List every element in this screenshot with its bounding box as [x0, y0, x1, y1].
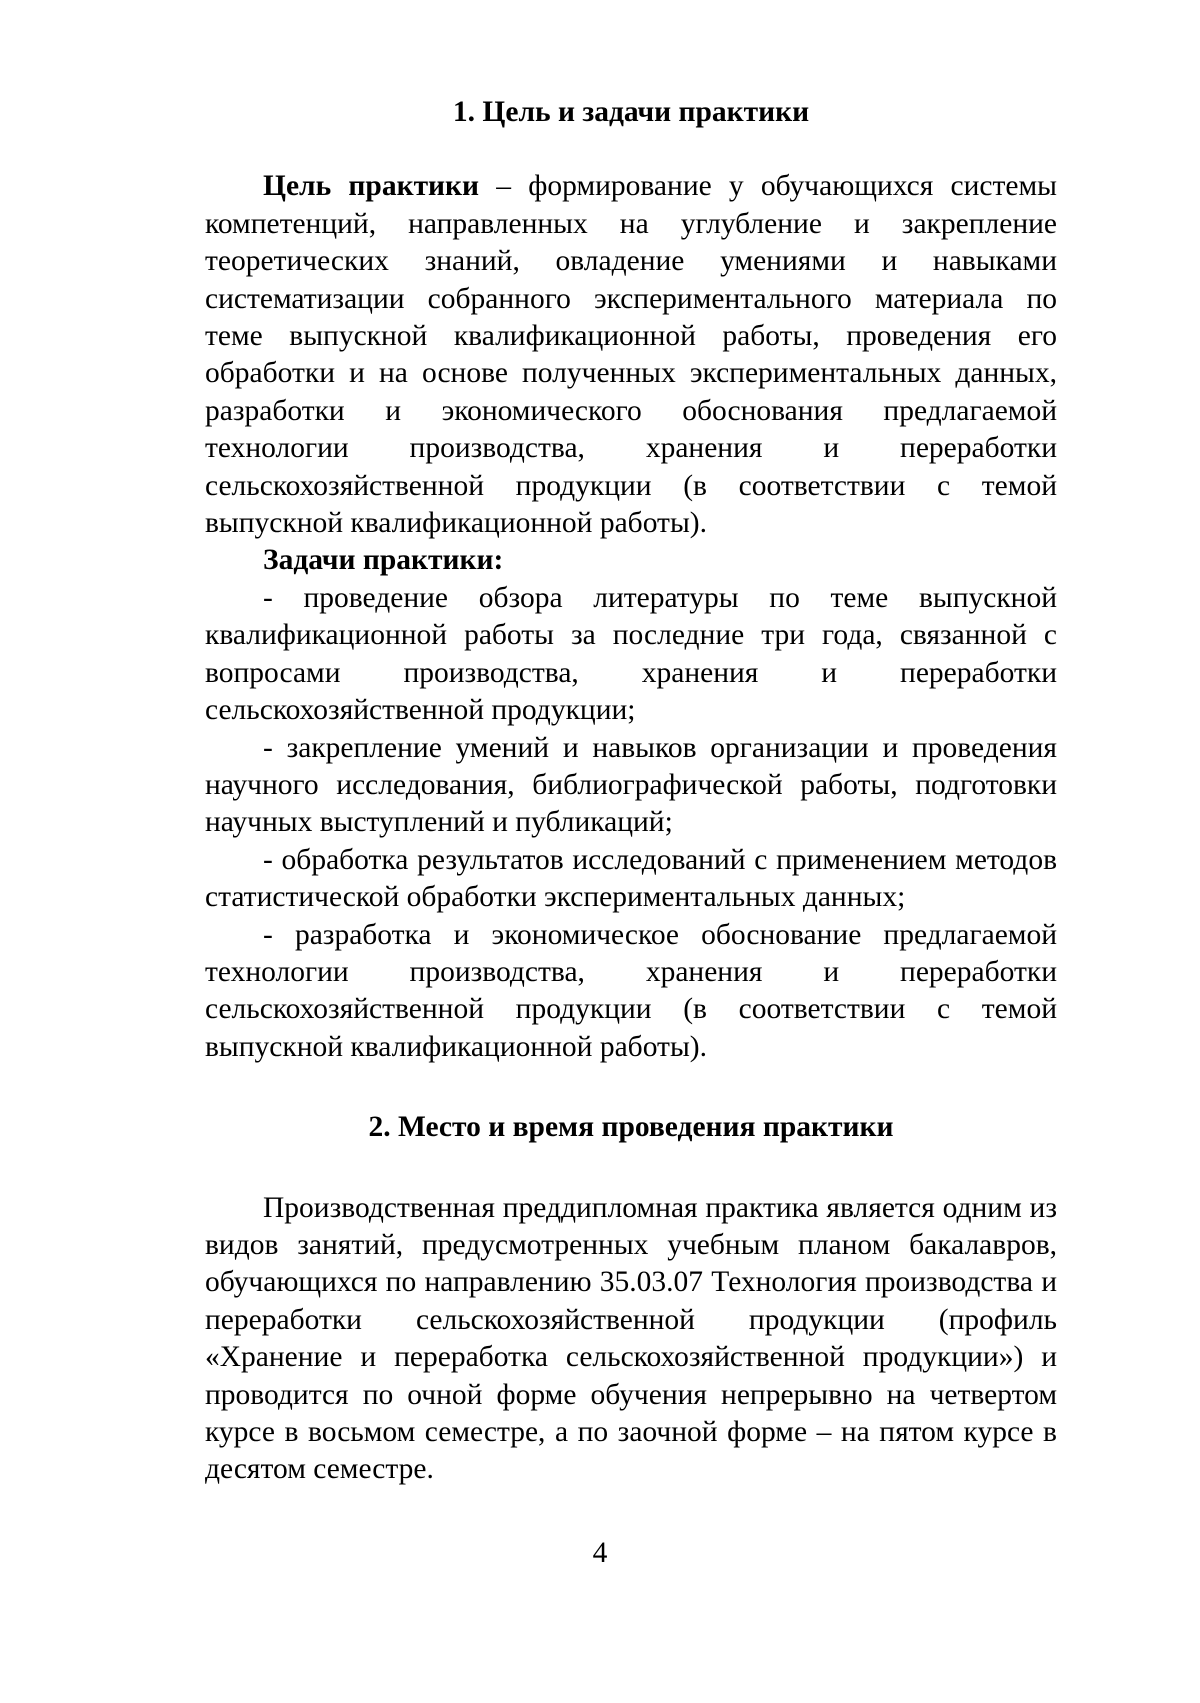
spacer [205, 1147, 1057, 1184]
page-number: 4 [0, 1535, 1200, 1572]
tasks-label: Задачи практики: [205, 542, 1057, 579]
task-item-1: - проведение обзора литературы по теме выпускной квалификационной работы за последние три года, связанной с вопросами производства, хранения и переработки сельскохозяйственной продукции; [205, 580, 1057, 730]
task-item-4: - разработка и экономическое обоснование предлагаемой технологии производства, хранения и переработки сельскохозяйственной продукции (в соответствии с темой выпускной квалификационной работы). [205, 917, 1057, 1067]
goal-text: – формирование у обучающихся системы компетенций, направленных на углубление и закрепление теоретических знаний, овладение умениями и навыками систематизации собранного экспериментального материала по теме выпускной квалификационной работы, проведения его обработки и на основе полученных экспериментальных данных, разработки и экономического обоснования предлагаемой технологии производства, хранения и переработки сельскохозяйственной продукции (в соответствии с темой выпускной квалификационной работы). [205, 170, 1057, 539]
section-2-heading: 2. Место и время проведения практики [205, 1109, 1057, 1146]
task-item-3: - обработка результатов исследований с применением методов статистической обработки экспериментальных данных; [205, 842, 1057, 917]
goal-label: Цель практики [263, 170, 479, 202]
goal-paragraph [205, 168, 1057, 542]
page-content [205, 94, 1057, 1489]
task-item-2: - закрепление умений и навыков организации и проведения научного исследования, библиографической работы, подготовки научных выступлений и публикаций; [205, 730, 1057, 842]
section-1-heading: 1. Цель и задачи практики [205, 94, 1057, 131]
section-2-paragraph: Производственная преддипломная практика является одним из видов занятий, предусмотренных учебным планом бакалавров, обучающихся по направлению 35.03.07 Технология производства и переработки сельскохозяйственной продукции (профиль «Хранение и переработка сельскохозяйственной продукции») и проводится по очной форме обучения непрерывно на четвертом курсе в восьмом семестре, а по заочной форме – на пятом курсе в десятом семестре. [205, 1190, 1057, 1489]
spacer [205, 131, 1057, 168]
spacer [205, 1066, 1057, 1103]
